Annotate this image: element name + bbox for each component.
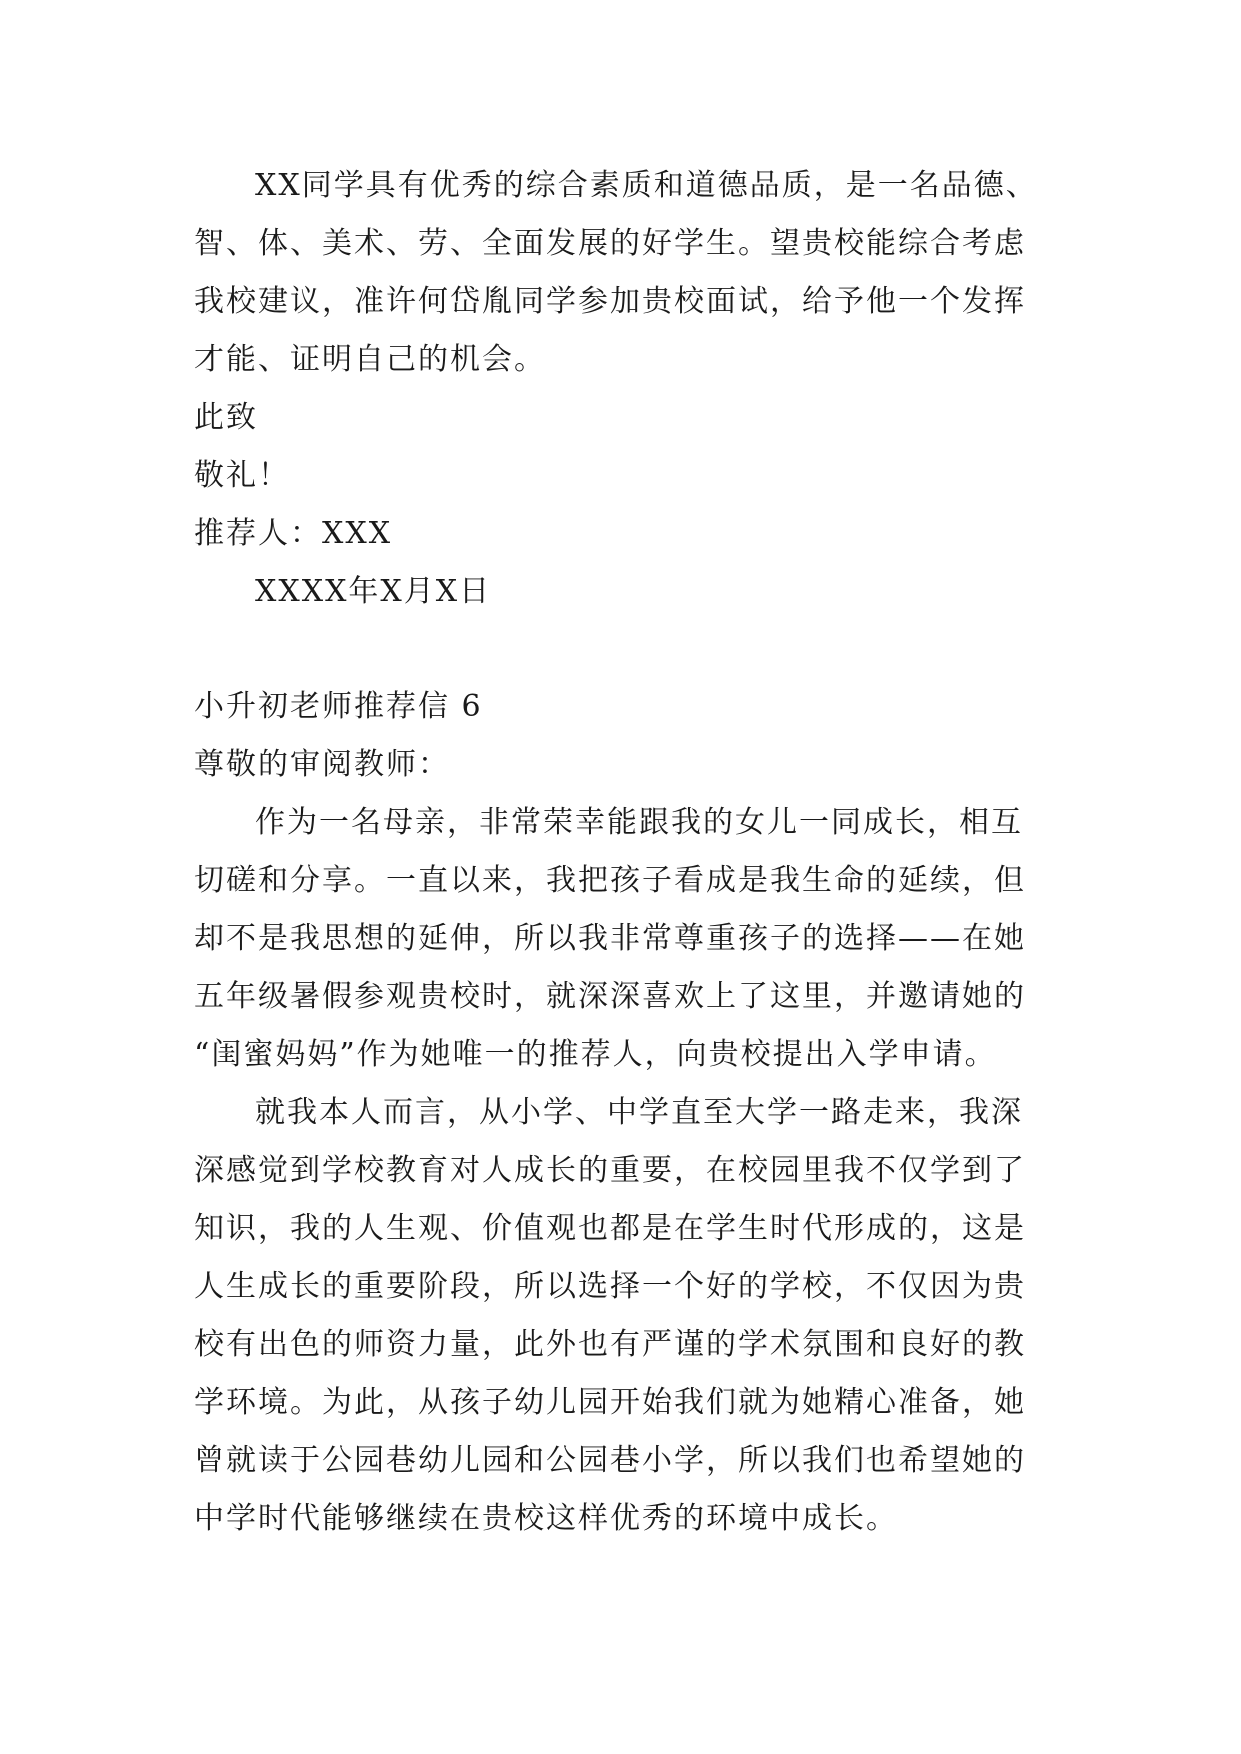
- paragraph-line: 深感觉到学校教育对人成长的重要，在校园里我不仅学到了: [194, 1153, 1026, 1188]
- paragraph-line: 校有出色的师资力量，此外也有严谨的学术氛围和良好的教: [194, 1327, 1026, 1362]
- paragraph-line: “闺蜜妈妈”作为她唯一的推荐人，向贵校提出入学申请。: [194, 1037, 997, 1072]
- paragraph-line: 我校建议，准许何岱胤同学参加贵校面试，给予他一个发挥: [194, 284, 1026, 319]
- paragraph-line: 五年级暑假参观贵校时，就深深喜欢上了这里，并邀请她的: [194, 979, 1026, 1014]
- recommender-line: 推荐人：XXX: [194, 516, 393, 551]
- paragraph-line: 人生成长的重要阶段，所以选择一个好的学校，不仅因为贵: [194, 1269, 1026, 1304]
- salutation: 尊敬的审阅教师：: [194, 747, 450, 782]
- paragraph-line: 学环境。为此，从孩子幼儿园开始我们就为她精心准备，她: [194, 1385, 1026, 1420]
- closing-line-1: 此致: [194, 400, 258, 435]
- paragraph-line: 曾就读于公园巷幼儿园和公园巷小学，所以我们也希望她的: [194, 1443, 1026, 1478]
- closing-line-2: 敬礼！: [194, 458, 290, 493]
- paragraph-line: 智、体、美术、劳、全面发展的好学生。望贵校能综合考虑: [194, 226, 1026, 261]
- paragraph-line: 却不是我思想的延伸，所以我非常尊重孩子的选择——在她: [194, 921, 1026, 956]
- paragraph-line: 知识，我的人生观、价值观也都是在学生时代形成的，这是: [194, 1211, 1026, 1246]
- paragraph-line: 才能、证明自己的机会。: [194, 342, 546, 377]
- paragraph-line: 就我本人而言，从小学、中学直至大学一路走来，我深: [255, 1095, 1023, 1130]
- section-title: 小升初老师推荐信 6: [194, 689, 483, 724]
- paragraph-line: XX同学具有优秀的综合素质和道德品质，是一名品德、: [255, 168, 1038, 203]
- date-line: XXXX年X月X日: [255, 574, 492, 609]
- paragraph-line: 中学时代能够继续在贵校这样优秀的环境中成长。: [194, 1501, 898, 1536]
- paragraph-line: 切磋和分享。一直以来，我把孩子看成是我生命的延续，但: [194, 863, 1026, 898]
- paragraph-line: 作为一名母亲，非常荣幸能跟我的女儿一同成长，相互: [255, 805, 1023, 840]
